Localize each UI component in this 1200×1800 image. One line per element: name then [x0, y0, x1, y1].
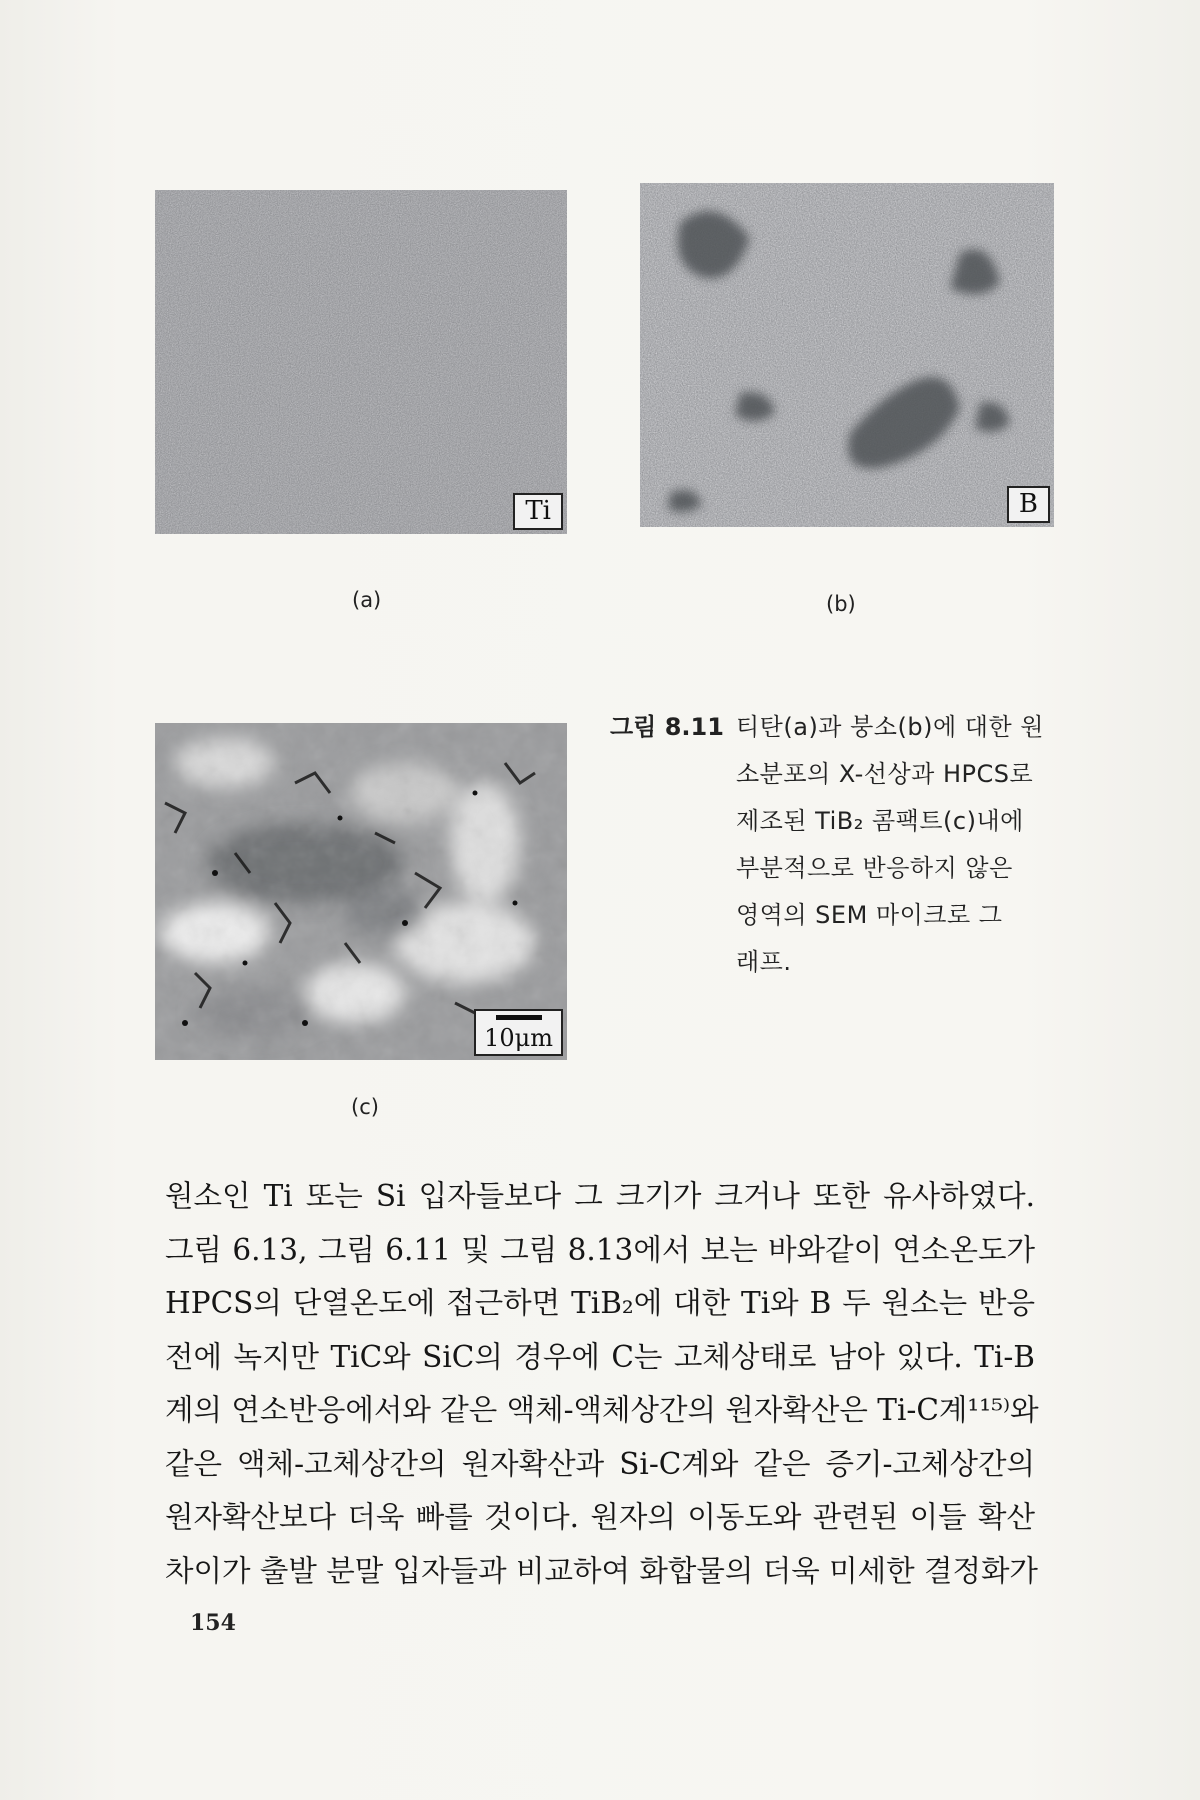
subfigure-caption-b: (b): [826, 592, 856, 616]
subfigure-caption-a: (a): [352, 588, 382, 612]
figure-caption: [610, 704, 1080, 986]
body-line: HPCS의 단열온도에 접근하면 TiB₂에 대한 Ti와 B 두 원소는 반응: [165, 1286, 1035, 1320]
caption-line: 부분적으로 반응하지 않은: [736, 854, 1013, 882]
caption-line: 티탄(a)과 붕소(b)에 대한 원: [736, 713, 1044, 741]
scale-bar-label: 10μm: [474, 1009, 563, 1056]
element-label-b: B: [1007, 486, 1050, 523]
noise-image-a: [155, 190, 567, 534]
body-line: 차이가 출발 분말 입자들과 비교하여 화합물의 더욱 미세한 결정화가: [165, 1553, 1038, 1588]
figure-number: 그림 8.11: [610, 713, 724, 741]
body-line: 같은 액체-고체상간의 원자확산과 Si-C계와 같은 증기-고체상간의: [165, 1446, 1035, 1481]
body-line: 전에 녹지만 TiC와 SiC의 경우에 C는 고체상태로 남아 있다. Ti-B: [165, 1339, 1035, 1374]
body-line: 원자확산보다 더욱 빠를 것이다. 원자의 이동도와 관련된 이들 확산: [165, 1500, 1035, 1534]
subfigure-caption-c: (c): [351, 1095, 379, 1119]
sem-micrograph: [155, 723, 567, 1060]
body-line: 원소인 Ti 또는 Si 입자들보다 그 크기가 크거나 또한 유사하였다.: [165, 1179, 1035, 1213]
figure-caption-body: [736, 704, 1080, 986]
micrograph-b-xray-map: [640, 183, 1054, 527]
page-number: 154: [190, 1610, 236, 1636]
scale-bar: [496, 1015, 542, 1020]
micrograph-ti-xray-map: [155, 190, 567, 534]
caption-line: 영역의 SEM 마이크로 그: [736, 901, 1003, 929]
body-line: 그림 6.13, 그림 6.11 및 그림 8.13에서 보는 바와같이 연소온도가: [165, 1232, 1035, 1267]
caption-line: 래프.: [736, 948, 792, 976]
caption-line: 제조된 TiB₂ 콤팩트(c)내에: [736, 807, 1024, 835]
body-line: 계의 연소반응에서와 같은 액체-액체상간의 원자확산은 Ti-C계¹¹⁵⁾와: [165, 1393, 1039, 1427]
caption-line: 소분포의 X-선상과 HPCS로: [736, 760, 1034, 788]
noise-image-b: [640, 183, 1054, 527]
element-label-ti: Ti: [513, 493, 563, 530]
body-paragraph: [165, 1170, 1039, 1598]
